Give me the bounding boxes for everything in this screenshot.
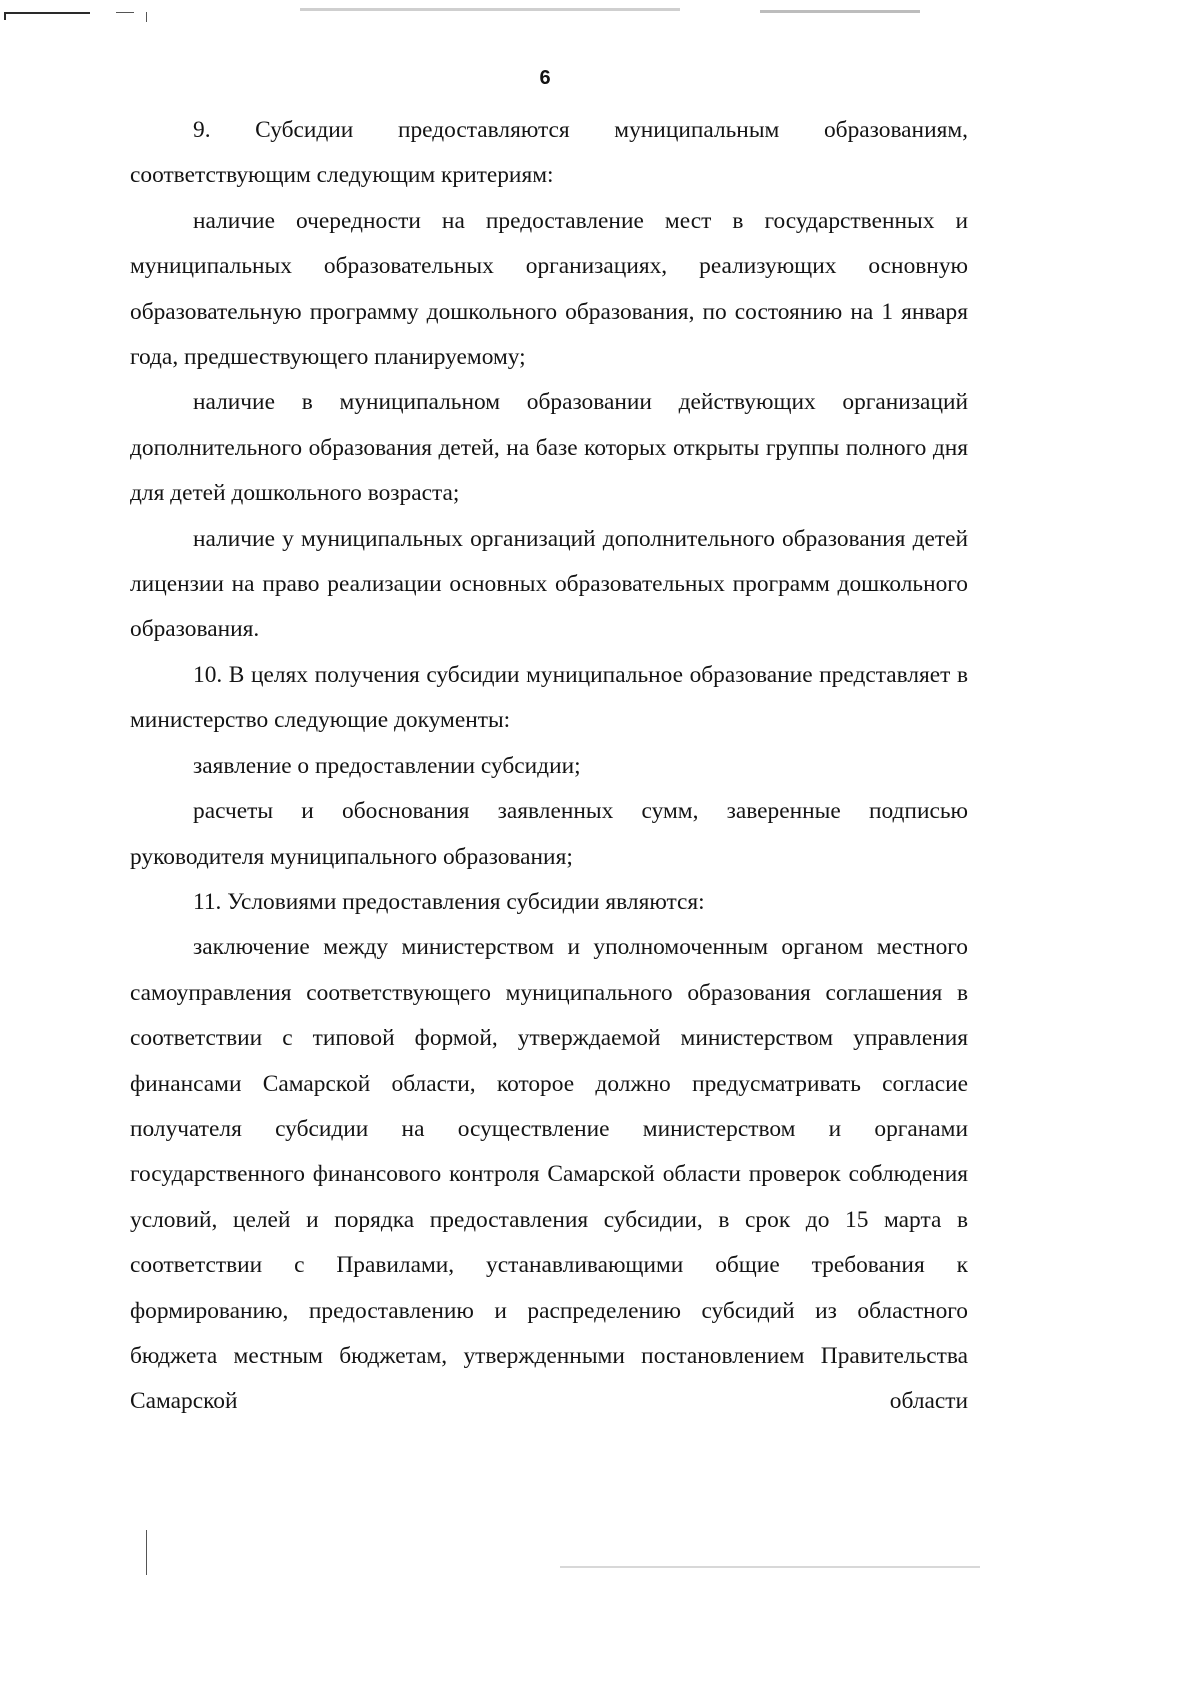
scan-artifact-left-bar	[146, 12, 147, 22]
paragraph-condition-agreement: заключение между министерством и уполномоченным органом местного самоуправления соответствующего муниципального образования соглашения в соответствии с типовой формой, утверждаемой министерством управления финансами Самарской области, которое должно предусматривать согласие получателя субсидии на осуществление министерством и органами государственного финансового контроля Самарской области проверок соблюдения условий, целей и порядка предоставления субсидии, в срок до 15 марта в соответствии с Правилами, устанавливающими общие требования к формированию, предоставлению и распределению субсидий из областного бюджета местным бюджетам, утвержденными постановлением Правительства Самарской области	[130, 934, 968, 1415]
scan-artifact-bottom-noise	[560, 1566, 980, 1568]
paragraph-criterion-license: наличие у муниципальных организаций дополнительного образования детей лицензии на право реализации основных образовательных программ дошкольного образования.	[130, 525, 968, 643]
scan-artifact-top-noise	[300, 8, 680, 11]
page-number: 6	[539, 67, 551, 89]
scan-artifact-corner-tick	[4, 12, 6, 20]
scan-artifact-top-noise-right	[760, 10, 920, 13]
paragraph-document-application: заявление о предоставлении субсидии;	[193, 752, 581, 779]
paragraph-item-10: 10. В целях получения субсидии муниципальное образование представляет в министерство следующие документы:	[130, 661, 968, 734]
paragraph-item-11: 11. Условиями предоставления субсидии являются:	[193, 888, 705, 915]
paragraph-criterion-queue: наличие очередности на предоставление мест в государственных и муниципальных образовательных организациях, реализующих основную образовательную программу дошкольного образования, по состоянию на 1 января года, предшествующего планируемому;	[130, 207, 968, 371]
scan-artifact-bottom-left-bar	[146, 1530, 147, 1575]
document-body	[130, 108, 968, 1425]
scan-artifact-top-left-line	[4, 12, 90, 14]
scan-artifact-top-dash	[116, 12, 134, 13]
paragraph-criterion-organizations: наличие в муниципальном образовании действующих организаций дополнительного образования детей, на базе которых открыты группы полного дня для детей дошкольного возраста;	[130, 389, 968, 507]
paragraph-item-9: 9. Субсидии предоставляются муниципальным образованиям, соответствующим следующим критериям:	[130, 117, 968, 189]
paragraph-document-calculations: расчеты и обоснования заявленных сумм, заверенные подписью руководителя муниципального образования;	[130, 798, 968, 870]
